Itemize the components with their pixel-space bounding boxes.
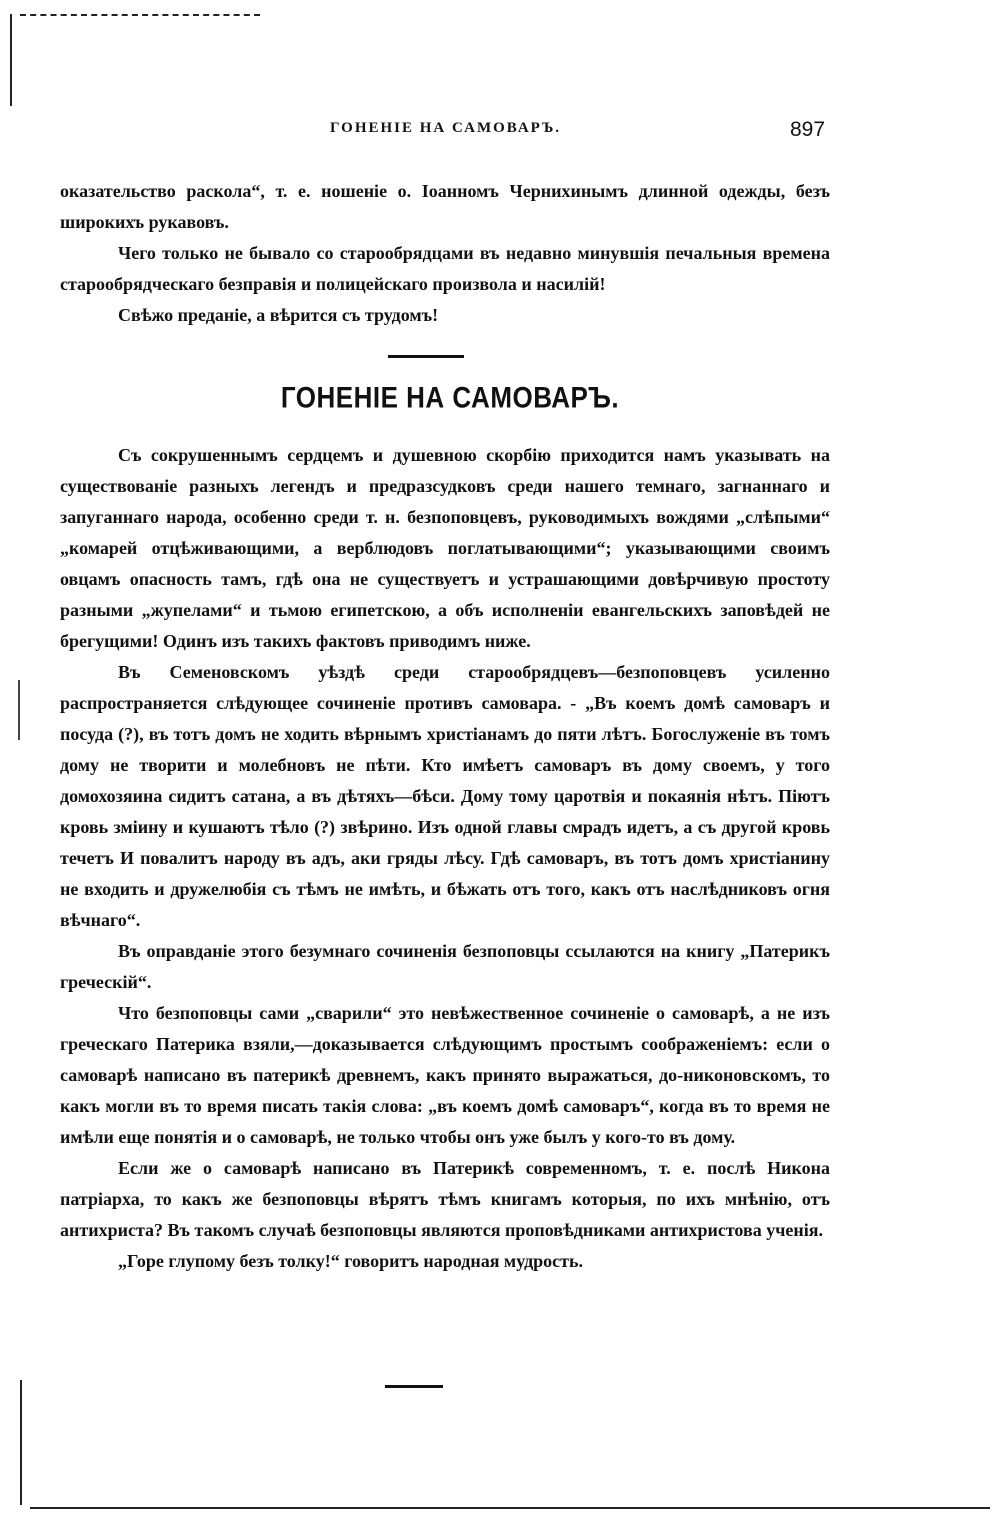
paragraph: Чего только не бывало со старообрядцами въ недавно минувшія печальныя времена старообрядческаго безправія и полицейскаго произвола и насилій! [60, 243, 830, 294]
page-number: 897 [790, 118, 826, 141]
paragraph: „Горе глупому безъ толку!“ говоритъ народная мудрость. [118, 1251, 584, 1271]
scan-border-top [20, 14, 260, 16]
end-divider [385, 1385, 443, 1388]
paragraph: Свѣжо преданіе, а вѣрится съ трудомъ! [118, 305, 439, 325]
scan-border-bottom [30, 1507, 990, 1509]
intro-text [60, 176, 830, 331]
scan-border-left [10, 14, 12, 106]
paragraph: оказательство раскола“, т. е. ношеніе о. Іоанномъ Черниxинымъ длинной одежды, безъ широкихъ рукавовъ. [60, 181, 830, 232]
running-title: ГОНЕНІЕ НА САМОВАРЪ. [330, 120, 562, 136]
scan-border-left-lower [20, 1380, 22, 1505]
paragraph: Если же о самоварѣ написано въ Патерикѣ современномъ, т. е. послѣ Никона патріарха, то какъ же безпоповцы вѣрятъ тѣмъ книгамъ которыя, по ихъ мнѣнію, отъ антихриста? Въ такомъ случаѣ безпоповцы являются проповѣдниками антихристова ученія. [60, 1158, 830, 1240]
section-body [60, 440, 830, 1277]
paragraph: Что безпоповцы сами „сварили“ это невѣжественное сочиненіе о самоварѣ, а не изъ греческаго Патерика взяли,—доказывается слѣдующимъ простымъ соображеніемъ: если о самоварѣ написано въ патерикѣ древнемъ, какъ принято выражаться, до-никоновскомъ, то какъ могли въ то время писать такія слова: „въ коемъ домѣ самоваръ“, когда въ то время не имѣли еще понятія и о самоварѣ, не только чтобы онъ уже былъ у кого-то въ дому. [60, 1003, 830, 1147]
section-heading: ГОНЕНІЕ НА САМОВАРЪ. [280, 379, 620, 415]
scan-border-left-mark [18, 680, 20, 740]
running-header [0, 118, 1000, 142]
paragraph: Съ сокрушеннымъ сердцемъ и душевною скорбію приходится намъ указывать на существованіе разныхъ легендъ и предразсудковъ среди нашего темнаго, загнаннаго и запуганнаго народа, особенно среди т. н. безпоповцевъ, руководимыхъ вождями „слѣпыми“ „комарей отцѣживающими, а верблюдовъ поглатывающими“; указывающими своимъ овцамъ опасность тамъ, гдѣ она не существуетъ и устрашающими довѣрчивую простоту разными „жупелами“ и тьмою египетскою, а объ исполненіи евангельскихъ заповѣдей не брегущими! Одинъ изъ такихъ фактовъ приводимъ ниже. [60, 445, 830, 651]
paragraph: Въ оправданіе этого безумнаго сочиненія безпоповцы ссылаются на книгу „Патерикъ греческій“. [60, 941, 830, 992]
paragraph: Въ Семеновскомъ уѣздѣ среди старообрядцевъ—безпоповцевъ усиленно распространяется слѣдующее сочиненіе противъ самовара. - „Въ коемъ домѣ самоваръ и посуда (?), въ тотъ домъ не ходить вѣрнымъ христіанамъ до пяти лѣтъ. Богослуженіе въ томъ дому не творити и молебновъ не пѣти. Кто имѣетъ самоваръ въ дому своемъ, у того домохозяина сидитъ сатана, а въ дѣтяхъ—бѣси. Дому тому царотвія и покаянія нѣтъ. Піютъ кровь зміину и кушаютъ тѣло (?) звѣрино. Изъ одной главы смрадъ идетъ, а съ другой кровь течетъ И повалитъ народу въ адъ, аки гряды лѣсу. Гдѣ самоваръ, въ тотъ домъ христіанину не входить и дружелюбія съ тѣмъ не имѣть, и бѣжать отъ того, какъ отъ наслѣдниковъ огня вѣчнаго“. [60, 662, 830, 930]
section-divider [388, 355, 464, 358]
